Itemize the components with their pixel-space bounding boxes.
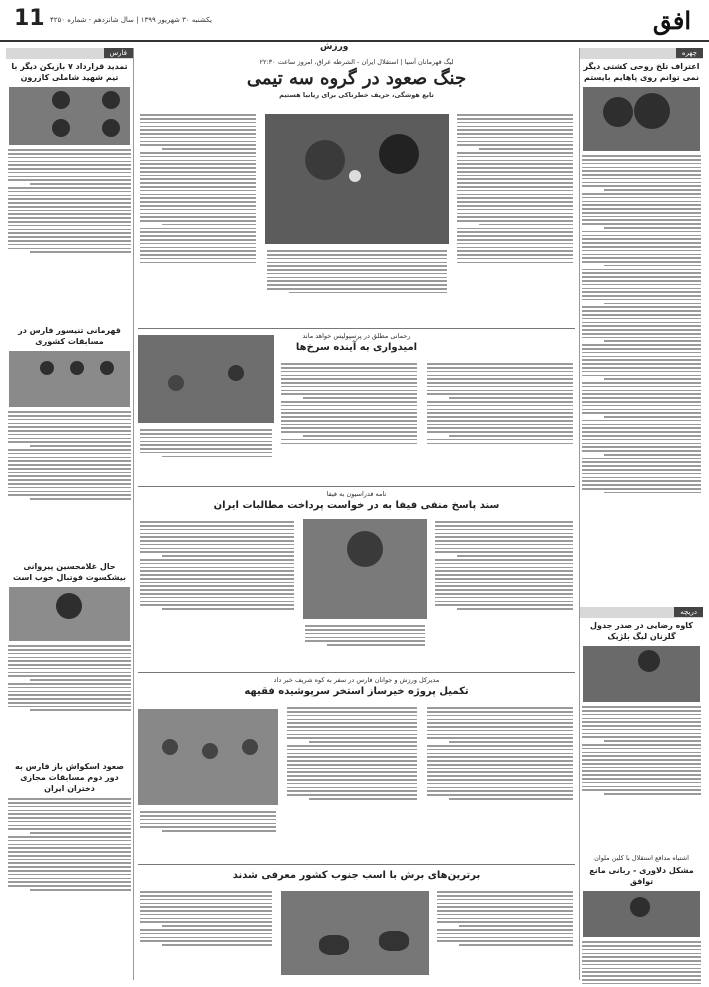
story3-kicker: نامه فدراسیون به فیفا bbox=[326, 490, 387, 498]
story4-title: تکمیل پروژه خیرساز استخر سرپوشیده فقیهه bbox=[244, 686, 469, 697]
tennis-team-photo bbox=[9, 351, 130, 407]
story2-kicker: رحمانی مطلق در پرسپولیس خواهد ماند bbox=[302, 332, 411, 340]
story2-title: امیدواری به آینده سرخ‌ها bbox=[295, 342, 418, 353]
left-tag: فارس bbox=[104, 48, 133, 58]
story4-kicker: مدیرکل ورزش و جوانان فارس در سفر به کوه شریف خبر داد bbox=[273, 676, 440, 684]
wilmots-photo bbox=[303, 519, 427, 619]
story5-text-right bbox=[435, 889, 575, 981]
story3-text-left bbox=[138, 519, 296, 665]
page-header bbox=[0, 0, 709, 42]
story4-text-center bbox=[285, 705, 419, 857]
left-story4-text bbox=[6, 796, 133, 956]
story2-text-left bbox=[138, 427, 274, 479]
rezaei-photo bbox=[583, 646, 700, 702]
left-story4-title: صعود اسکواش باز فارس به دور دوم مسابقات مجازی دختران ایران bbox=[15, 762, 124, 793]
right-feature-text bbox=[580, 153, 703, 603]
newspaper-logo: افق bbox=[652, 6, 691, 35]
story3-text-center bbox=[303, 623, 427, 665]
right-bottom-tag-bar bbox=[580, 607, 703, 618]
left-story3-text bbox=[6, 643, 133, 759]
right-tag-bar bbox=[580, 48, 703, 59]
dateline: یکشنبه ۳۰ شهریور ۱۳۹۹ | سال شانزدهم - شماره ۴۲۵۰ bbox=[50, 16, 212, 24]
right-story2-text bbox=[580, 704, 703, 854]
page-number: 11 bbox=[14, 6, 45, 31]
lead-text-left bbox=[138, 112, 258, 322]
story3-text-right bbox=[433, 519, 575, 665]
lead-kicker: لیگ قهرمانان آسیا | استقلال ایران - الشرطه عراق، امروز ساعت ۲۲:۳۰ bbox=[259, 58, 454, 66]
story2-block bbox=[138, 328, 575, 480]
persepolis-match-photo bbox=[138, 335, 274, 423]
pirvani-photo bbox=[9, 587, 130, 641]
left-tag-bar bbox=[6, 48, 133, 59]
story4-block bbox=[138, 672, 575, 858]
story4-text-left bbox=[138, 809, 278, 857]
story4-text-right bbox=[425, 705, 575, 857]
lead-title: جنگ صعود در گروه سه تیمی bbox=[246, 68, 467, 89]
story3-title: سند پاسخ منفی فیفا به در خواست پرداخت مطالبات ایران bbox=[213, 500, 500, 511]
story5-title: برترین‌های برش با اسب جنوب کشور معرفی شدند bbox=[232, 870, 481, 881]
wrestler-photo bbox=[583, 87, 700, 151]
story2-text-right bbox=[425, 361, 575, 479]
right-story3-title: مشکل دلاوری - ربانی مانع توافق bbox=[589, 866, 694, 886]
right-story2-title: کاوه رضایی در صدر جدول گلزنان لیگ بلژیک bbox=[590, 621, 693, 641]
horse-riders-photo bbox=[281, 891, 429, 975]
meeting-photo bbox=[138, 709, 278, 805]
story5-text-left bbox=[138, 889, 274, 981]
right-tag: چهره bbox=[676, 48, 703, 58]
left-story3-title: حال غلامحسین پیروانی بیشکسوت فوتبال خوب است bbox=[13, 562, 126, 582]
story3-block bbox=[138, 486, 575, 666]
left-story2-text bbox=[6, 409, 133, 559]
left-column bbox=[6, 48, 134, 980]
player-photo bbox=[583, 891, 700, 937]
story2-text-center bbox=[279, 361, 419, 479]
lead-text-right bbox=[455, 112, 575, 322]
right-feature-title: اعتراف تلخ روحی کشتی دیگر نمی توانم روی پاهایم بایستم bbox=[583, 62, 700, 82]
right-bottom-tag: دریچه bbox=[674, 607, 703, 617]
lead-subtitle: تابع هوشگی، حریف خطرناکی برای ریانیا هستیم bbox=[279, 91, 434, 99]
players-collage-photo bbox=[9, 87, 130, 145]
football-match-photo bbox=[265, 114, 449, 244]
story5-block bbox=[138, 864, 575, 980]
right-column bbox=[579, 48, 703, 980]
left-story1-title: تمدید قرارداد ۷ بازیکن دیگر با تیم شهید شاملی کازرون bbox=[11, 62, 128, 82]
left-story2-title: قهرمانی تنیسور فارس در مسابقات کشوری bbox=[18, 326, 121, 346]
section-label: ورزش bbox=[320, 42, 349, 52]
lead-text-center bbox=[265, 248, 449, 322]
right-story3-text bbox=[580, 939, 703, 987]
right-story3-kicker: اشتباه مدافع استقلال با کلین ملوان bbox=[594, 854, 689, 862]
main-area bbox=[138, 48, 575, 980]
left-story1-text bbox=[6, 147, 133, 323]
